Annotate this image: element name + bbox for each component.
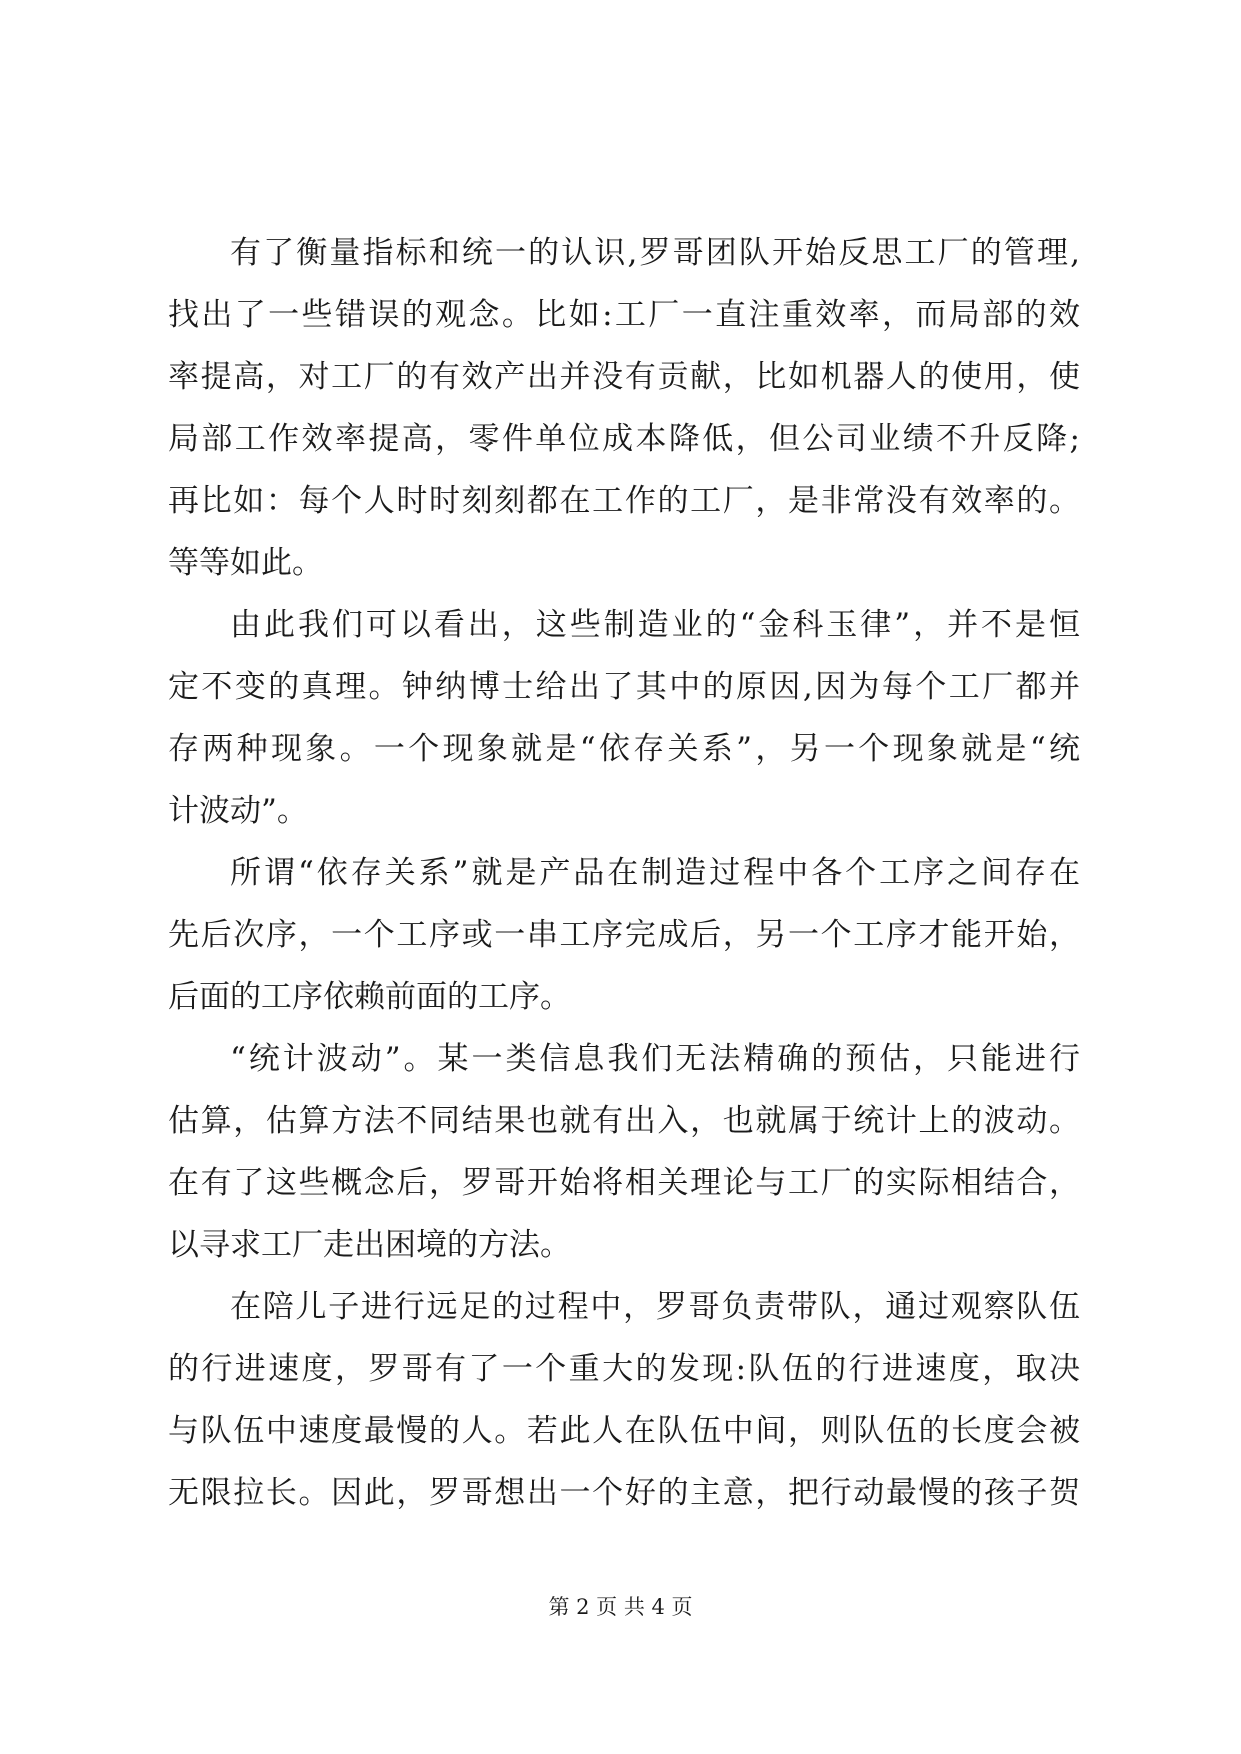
text-line: 无限拉长。因此，罗哥想出一个好的主意，把行动最慢的孩子贺 [168,1475,1080,1511]
text-line: 存两种现象。一个现象就是“依存关系”，另一个现象就是“统 [168,731,1080,767]
text-line: 先后次序，一个工序或一串工序完成后，另一个工序才能开始， [168,917,1080,953]
text-line: 由此我们可以看出，这些制造业的“金科玉律”，并不是恒 [230,607,1080,643]
page-number-footer: 第 2 页 共 4 页 [548,1595,693,1619]
text-line: 找出了一些错误的观念。比如:工厂一直注重效率，而局部的效 [168,297,1080,333]
text-line: 率提高，对工厂的有效产出并没有贡献，比如机器人的使用，使 [168,359,1080,395]
paragraph [168,594,1080,842]
text-line: 在陪儿子进行远足的过程中，罗哥负责带队，通过观察队伍 [230,1289,1080,1325]
document-body [168,222,1080,1524]
text-line: 与队伍中速度最慢的人。若此人在队伍中间，则队伍的长度会被 [168,1413,1080,1449]
text-line: 局部工作效率提高，零件单位成本降低，但公司业绩不升反降; [168,421,1080,457]
paragraph [168,1028,1080,1276]
paragraph [168,1276,1080,1524]
text-line: 估算，估算方法不同结果也就有出入，也就属于统计上的波动。 [168,1103,1080,1139]
text-line: 后面的工序依赖前面的工序。 [168,979,571,1015]
text-line: 再比如：每个人时时刻刻都在工作的工厂，是非常没有效率的。 [168,483,1080,519]
text-line: 等等如此。 [168,545,323,581]
paragraph [168,842,1080,1028]
paragraph [168,222,1080,594]
text-line: 以寻求工厂走出困境的方法。 [168,1227,571,1263]
text-line: 计波动”。 [168,793,308,829]
text-line: 在有了这些概念后，罗哥开始将相关理论与工厂的实际相结合， [168,1165,1080,1201]
text-line: 有了衡量指标和统一的认识,罗哥团队开始反思工厂的管理, [230,235,1080,271]
text-line: 所谓“依存关系”就是产品在制造过程中各个工序之间存在 [230,855,1080,891]
text-line: 的行进速度，罗哥有了一个重大的发现:队伍的行进速度，取决 [168,1351,1080,1387]
text-line: “统计波动”。某一类信息我们无法精确的预估，只能进行 [230,1041,1080,1077]
text-line: 定不变的真理。钟纳博士给出了其中的原因,因为每个工厂都并 [168,669,1080,705]
